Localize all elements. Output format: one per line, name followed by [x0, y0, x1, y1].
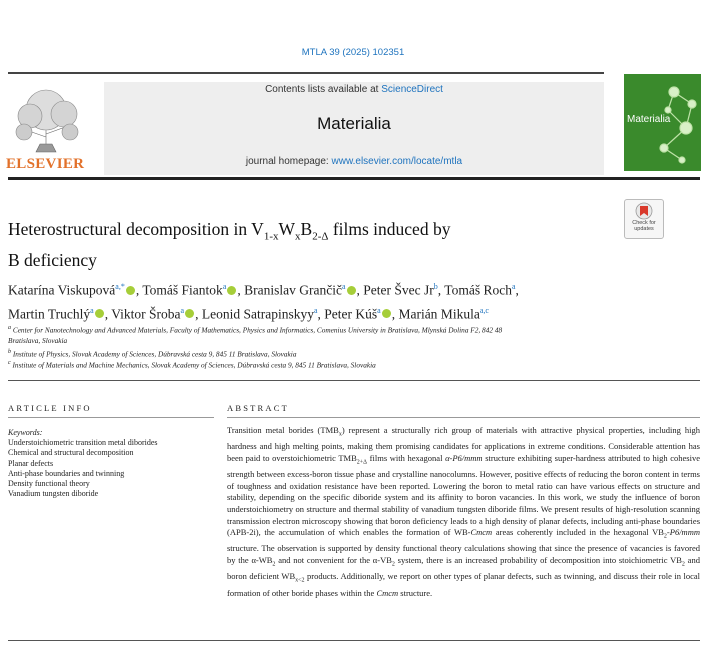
- abstract-subscript: 2: [272, 561, 276, 568]
- affiliation-text: Bratislava, Slovakia: [8, 335, 68, 345]
- author-affiliation-marker[interactable]: a: [222, 282, 227, 291]
- abstract-subscript: 2: [681, 561, 685, 568]
- bookmark-icon: [625, 201, 663, 221]
- abstract-subscript: 2: [391, 561, 395, 568]
- abstract-text: and not convenient for the α-VB: [275, 555, 392, 565]
- article-info-rule: [8, 417, 214, 418]
- orcid-icon[interactable]: [382, 309, 391, 318]
- author-affiliation-marker[interactable]: a: [90, 305, 94, 315]
- article-info-heading: ARTICLE INFO: [8, 403, 92, 413]
- keyword-item: Chemical and structural decomposition: [8, 448, 134, 458]
- affiliation-a: [8, 323, 618, 346]
- author-affiliation-marker[interactable]: a: [313, 305, 318, 315]
- abstract-text: structure exhibiting super-hardness attributed to high cohesive strength between excess-boron tissue phase and crystalline nanocolumns. However, positive effects of reducing the boron content in terms of toughness and oxidation resistance have been reported. Lowering the boron to metal ratio can have various effects on structure and stability, depending on the specific diboride system and its affinity to boron vacancies. In this work, we study the influence of boron understoichiometry on structure and thermal stability of vanadium tungsten diboride films. We present results of high-resolution scanning transmission electron microscopy showing that boron deficiency leads to a high density of planar defects, including anti-phase boundaries (APB-2i), the accumulation of which enables the formation of WB-: [227, 452, 700, 538]
- abstract-italic: α-P6/mmm: [445, 452, 483, 463]
- author-name[interactable]: Leonid Satrapinskyy: [201, 306, 314, 321]
- check-for-updates-button[interactable]: [624, 199, 664, 239]
- check-updates-line2: updates: [634, 226, 654, 232]
- author-affiliation-marker[interactable]: a: [341, 282, 346, 291]
- affiliation-c: [8, 358, 618, 371]
- orcid-icon[interactable]: [347, 286, 356, 295]
- keyword-item: Anti-phase boundaries and twinning: [8, 468, 125, 478]
- author-name[interactable]: Tomáš Roch: [444, 282, 512, 298]
- abstract-body: [227, 425, 700, 599]
- abstract-bottom-rule: [8, 640, 700, 641]
- abstract-heading: ABSTRACT: [227, 403, 289, 413]
- abstract-text: areas coherently included in the hexagonal VB: [492, 527, 664, 538]
- author-affiliation-marker[interactable]: a,c: [479, 305, 489, 315]
- author-name[interactable]: Branislav Grančič: [244, 282, 342, 298]
- title-subscript: 2-Δ: [312, 230, 329, 243]
- abstract-italic: Cmcm: [376, 587, 399, 598]
- author-name[interactable]: Katarína Viskupová: [8, 282, 116, 298]
- sciencedirect-link[interactable]: ScienceDirect: [381, 84, 443, 95]
- header-rule: [8, 72, 604, 74]
- affiliation-text: Center for Nanotechnology and Advanced Materials, Faculty of Mathematics, Physics and Informatics, Comenius University in Bratislava, Mlynská Dolina F2, 842 48: [12, 325, 503, 335]
- publisher-name: ELSEVIER: [6, 156, 85, 172]
- cover-title: Materialia: [627, 114, 671, 125]
- keywords-label: Keywords:: [8, 428, 43, 437]
- keyword-item: Planar defects: [8, 458, 54, 468]
- contents-prefix: Contents lists available at: [265, 84, 382, 95]
- journal-reference[interactable]: MTLA 39 (2025) 102351: [301, 47, 405, 58]
- orcid-icon[interactable]: [126, 286, 135, 295]
- keyword-item: Understoichiometric transition metal diborides: [8, 438, 158, 447]
- abstract-subscript: x: [338, 431, 342, 438]
- author-name[interactable]: Tomáš Fiantok: [142, 282, 223, 298]
- affiliation-text: Institute of Materials and Machine Mechanics, Slovak Academy of Sciences, Dúbravská cesta 9, 845 11 Bratislava, Slovakia: [12, 360, 376, 370]
- abstract-text: films with hexagonal: [367, 452, 446, 463]
- abstract-italic: -P6/mmm: [666, 527, 700, 538]
- author-affiliation-marker[interactable]: b: [433, 282, 438, 291]
- title-subscript: 1-x: [263, 230, 279, 243]
- check-updates-text: [625, 220, 663, 232]
- author-name[interactable]: Viktor Šroba: [111, 306, 181, 321]
- masthead-rule: [8, 177, 700, 180]
- author-name[interactable]: Peter Kúš: [324, 306, 378, 321]
- abstract-subscript: 2+Δ: [356, 459, 368, 466]
- homepage-prefix: journal homepage:: [245, 156, 332, 167]
- contents-line: [104, 84, 604, 95]
- article-title: [8, 218, 608, 272]
- title-text: films induced by: [328, 219, 451, 239]
- abstract-subscript: 2: [663, 533, 667, 540]
- author-name[interactable]: Martin Truchlý: [8, 306, 91, 321]
- author-affiliation-marker[interactable]: a: [511, 282, 516, 291]
- author-affiliation-marker[interactable]: a: [180, 305, 185, 315]
- abstract-text: structure. The observation is supported by density functional theory calculations showing that since the presence of vacancies is favored by the α-WB: [227, 543, 700, 565]
- keyword-item: Density functional theory: [8, 479, 90, 489]
- check-updates-line1: Check for: [632, 220, 656, 226]
- author-affiliation-marker[interactable]: a,*: [115, 282, 125, 291]
- orcid-icon[interactable]: [185, 309, 194, 318]
- homepage-link[interactable]: www.elsevier.com/locate/mtla: [331, 156, 463, 167]
- journal-cover[interactable]: [624, 74, 701, 171]
- abstract-text: and boron deficient WB: [227, 555, 700, 582]
- author-name[interactable]: Peter Švec Jr: [363, 282, 434, 298]
- abstract-subscript: x<2: [295, 577, 305, 584]
- author-affiliation-marker[interactable]: a: [377, 305, 381, 315]
- homepage-line: [104, 156, 604, 167]
- abstract-text: Transition metal borides (TMB: [227, 425, 339, 435]
- abstract-italic: Cmcm: [470, 527, 493, 538]
- affiliations-rule: [8, 380, 700, 381]
- affiliation-text: Institute of Physics, Slovak Academy of Sciences, Dúbravská cesta 9, 845 11 Bratislava, Slovakia: [12, 349, 297, 359]
- orcid-icon[interactable]: [95, 309, 104, 318]
- affiliation-label: c: [8, 360, 11, 366]
- title-text: B: [300, 219, 313, 239]
- affiliation-label: a: [8, 325, 11, 331]
- abstract-text: products. Additionally, we report on other types of planar defects, such as twinning, and discuss their role in local formation of other boride phases within the: [227, 571, 700, 598]
- author-list: Katarína Viskupová$^{a,*}$ , Tomáš Fiantok$^a$ , Branislav Grančič$^a$ , Peter Švec Jr$^b$, Tomáš Roch$^a$, Martin Truchlý$^a$ , Viktor Šroba$^a$ , Leonid Satrapinskyy$^a$, Peter Kúš$^a$ , Marián Mikula$^{a,c}$: [8, 282, 519, 321]
- abstract-text: structure.: [398, 587, 433, 598]
- journal-title: Materialia: [317, 114, 391, 133]
- keyword-item: Vanadium tungsten diboride: [8, 489, 99, 499]
- title-text: Heterostructural decomposition in V: [8, 219, 264, 239]
- title-text: B deficiency: [8, 249, 97, 270]
- orcid-icon[interactable]: [227, 286, 236, 295]
- author-name[interactable]: Marián Mikula: [398, 306, 480, 321]
- keywords-list: [8, 438, 158, 500]
- abstract-text: system, there is an increased probability of decomposition into stoichiometric VB: [394, 555, 682, 565]
- abstract-rule: [227, 417, 700, 418]
- title-subscript: x: [295, 230, 301, 243]
- affiliation-label: b: [8, 349, 11, 355]
- title-text: W: [278, 219, 296, 239]
- abstract-text: ) represent a structurally rich group of materials with attractive physical properties, including high hardness and high melting points, making them promising candidates for applications in extreme conditions. Considerable attention has been paid to overstoichiometric TMB: [227, 425, 700, 463]
